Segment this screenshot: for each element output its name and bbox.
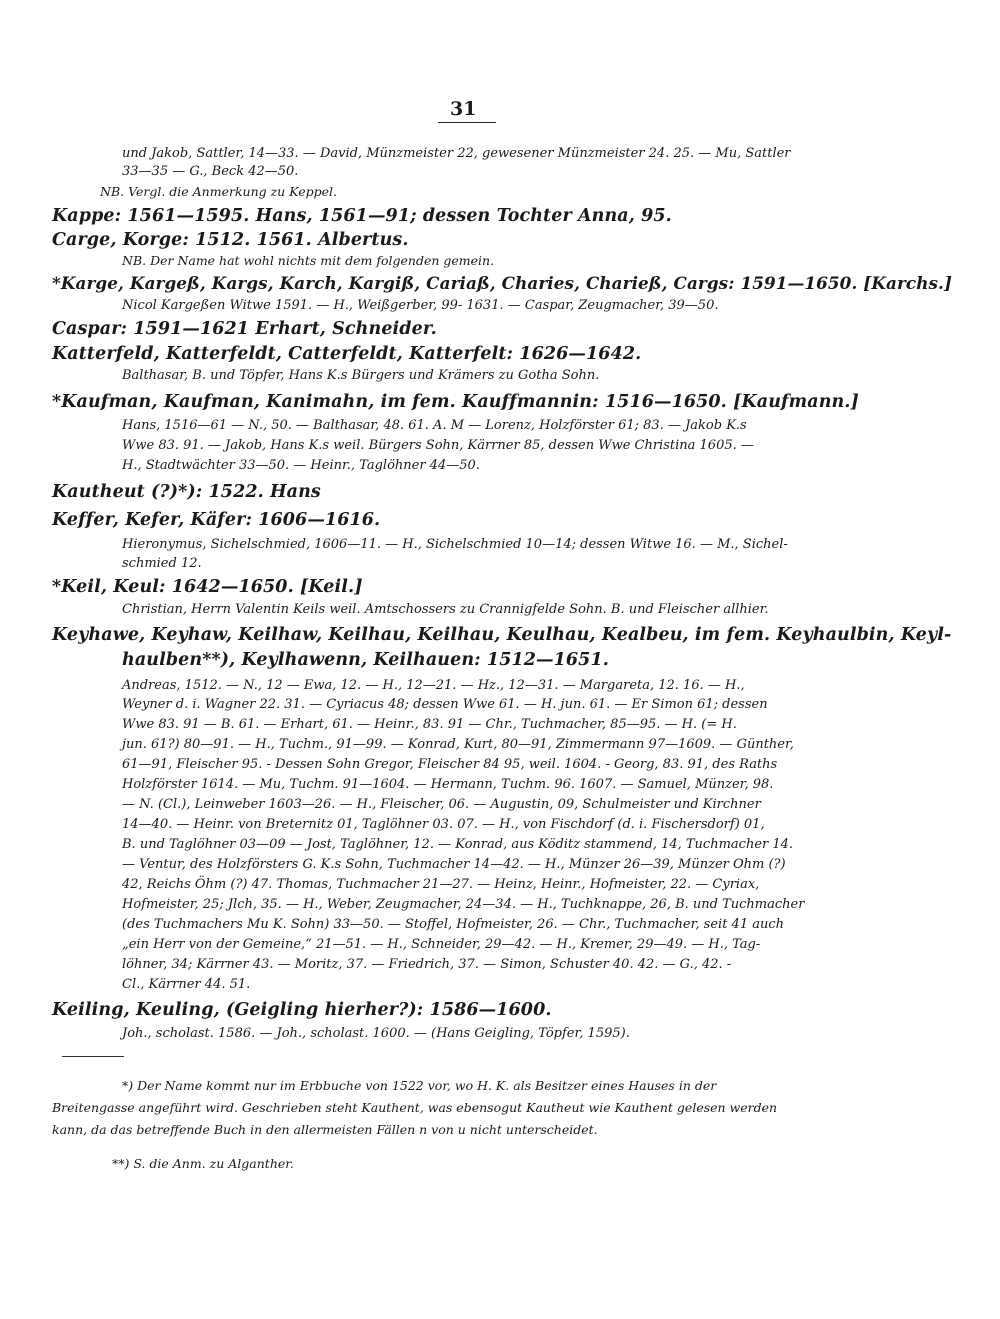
entry-line: Hans, 1516—61 — N., 50. — Balthasar, 48. 61. A. M — Lorenz, Holzförster 61; 83. — Jakob K.s [122, 418, 747, 433]
page-number: 31 [438, 98, 496, 123]
entry-heading: Caspar: 1591—1621 Erhart, Schneider. [52, 319, 437, 339]
entry-line: Wwe 83. 91. — Jakob, Hans K.s weil. Bürgers Sohn, Kärrner 85, dessen Wwe Christina 1605. — [122, 438, 754, 453]
entry-heading: haulben**), Keylhawenn, Keilhauen: 1512—1651. [122, 650, 609, 670]
entry-line: Hofmeister, 25; Jlch, 35. — H., Weber, Zeugmacher, 24—34. — H., Tuchknappe, 26, B. und Tuchmacher [122, 897, 805, 912]
entry-line: 61—91, Fleischer 95. - Dessen Sohn Gregor, Fleischer 84 95, weil. 1604. - Georg, 83. 91, des Raths [122, 757, 778, 772]
entry-heading: Kautheut (?)*): 1522. Hans [52, 482, 321, 502]
entry-line: und Jakob, Sattler, 14—33. — David, Münzmeister 22, gewesener Münzmeister 24. 25. — Mu, Sattler [122, 146, 791, 161]
entry-heading: Keffer, Kefer, Käfer: 1606—1616. [52, 510, 381, 530]
entry-line: schmied 12. [122, 556, 202, 571]
entry-line: 42, Reichs Öhm (?) 47. Thomas, Tuchmacher 21—27. — Heinz, Heinr., Hofmeister, 22. — Cyriax, [122, 877, 760, 892]
entry-line: Weyner d. i. Wagner 22. 31. — Cyriacus 48; dessen Wwe 61. — H. jun. 61. — Er Simon 61; dessen [122, 697, 768, 712]
entry-heading: Katterfeld, Katterfeldt, Catterfeldt, Katterfelt: 1626—1642. [52, 344, 642, 364]
entry-line: (des Tuchmachers Mu K. Sohn) 33—50. — Stoffel, Hofmeister, 26. — Chr., Tuchmacher, seit 41 auch [122, 917, 785, 932]
entry-line: H., Stadtwächter 33—50. — Heinr., Taglöhner 44—50. [122, 458, 480, 473]
entry-heading: Keiling, Keuling, (Geigling hierher?): 1586—1600. [52, 1000, 552, 1020]
footnote-line: *) Der Name kommt nur im Erbbuche von 1522 vor, wo H. K. als Besitzer eines Hauses in der [122, 1078, 717, 1093]
note-line: NB. Der Name hat wohl nichts mit dem folgenden gemein. [122, 253, 495, 268]
entry-heading: Carge, Korge: 1512. 1561. Albertus. [52, 230, 409, 250]
entry-line: 14—40. — Heinr. von Breternitz 01, Taglöhner 03. 07. — H., von Fischdorf (d. i. Fischersdorf) 01, [122, 817, 765, 832]
entry-heading: *Keil, Keul: 1642—1650. [Keil.] [52, 577, 363, 597]
entry-line: — N. (Cl.), Leinweber 1603—26. — H., Fleischer, 06. — Augustin, 09, Schulmeister und Kirchner [122, 797, 761, 812]
footnote-rule [62, 1056, 124, 1057]
note-line: NB. Vergl. die Anmerkung zu Keppel. [100, 184, 337, 199]
entry-line: jun. 61?) 80—91. — H., Tuchm., 91—99. — Konrad, Kurt, 80—91, Zimmermann 97—1609. — Günther, [122, 737, 794, 752]
entry-line: löhner, 34; Kärrner 43. — Moritz, 37. — Friedrich, 37. — Simon, Schuster 40. 42. — G., 42. - [122, 957, 732, 972]
entry-line: Holzförster 1614. — Mu, Tuchm. 91—1604. — Hermann, Tuchm. 96. 1607. — Samuel, Münzer, 98. [122, 777, 774, 792]
footnote-line: kann, da das betreffende Buch in den allermeisten Fällen n von u nicht unterscheidet. [52, 1122, 598, 1137]
footnote-line: **) S. die Anm. zu Alganther. [112, 1156, 294, 1171]
entry-line: „ein Herr von der Gemeine,“ 21—51. — H., Schneider, 29—42. — H., Kremer, 29—49. — H., Tag- [122, 937, 761, 952]
entry-line: Wwe 83. 91 — B. 61. — Erhart, 61. — Heinr., 83. 91 — Chr., Tuchmacher, 85—95. — H. (= H. [122, 717, 737, 732]
entry-line: Hieronymus, Sichelschmied, 1606—11. — H., Sichelschmied 10—14; dessen Witwe 16. — M., Sichel- [122, 537, 788, 552]
entry-line: Andreas, 1512. — N., 12 — Ewa, 12. — H., 12—21. — Hz., 12—31. — Margareta, 12. 16. — H., [122, 678, 745, 693]
entry-heading: *Karge, Kargeß, Kargs, Karch, Kargiß, Cariaß, Charies, Charieß, Cargs: 1591—1650. [Karchs.] [52, 273, 953, 293]
entry-line: Nicol Kargeßen Witwe 1591. — H., Weißgerber, 99- 1631. — Caspar, Zeugmacher, 39—50. [122, 298, 719, 313]
entry-line: Balthasar, B. und Töpfer, Hans K.s Bürgers und Krämers zu Gotha Sohn. [122, 368, 600, 383]
entry-line: Cl., Kärrner 44. 51. [122, 977, 251, 992]
entry-heading: Keyhawe, Keyhaw, Keilhaw, Keilhau, Keilhau, Keulhau, Kealbeu, im fem. Keyhaulbin, Keyl- [52, 625, 952, 645]
footnote-line: Breitengasse angeführt wird. Geschrieben steht Kauthent, was ebensogut Kautheut wie Kauthent gelesen werden [52, 1100, 778, 1115]
entry-line: B. und Taglöhner 03—09 — Jost, Taglöhner, 12. — Konrad, aus Köditz stammend, 14, Tuchmacher 14. [122, 837, 794, 852]
entry-line: Joh., scholast. 1586. — Joh., scholast. 1600. — (Hans Geigling, Töpfer, 1595). [122, 1026, 630, 1041]
entry-line: 33—35 — G., Beck 42—50. [122, 164, 299, 179]
entry-line: Christian, Herrn Valentin Keils weil. Amtschossers zu Crannigfelde Sohn. B. und Fleischer allhier. [122, 602, 769, 617]
entry-heading: Kappe: 1561—1595. Hans, 1561—91; dessen Tochter Anna, 95. [52, 206, 672, 226]
entry-heading: *Kaufman, Kaufman, Kanimahn, im fem. Kauffmannin: 1516—1650. [Kaufmann.] [52, 392, 859, 412]
entry-line: — Ventur, des Holzförsters G. K.s Sohn, Tuchmacher 14—42. — H., Münzer 26—39, Münzer Ohm (?) [122, 857, 786, 872]
